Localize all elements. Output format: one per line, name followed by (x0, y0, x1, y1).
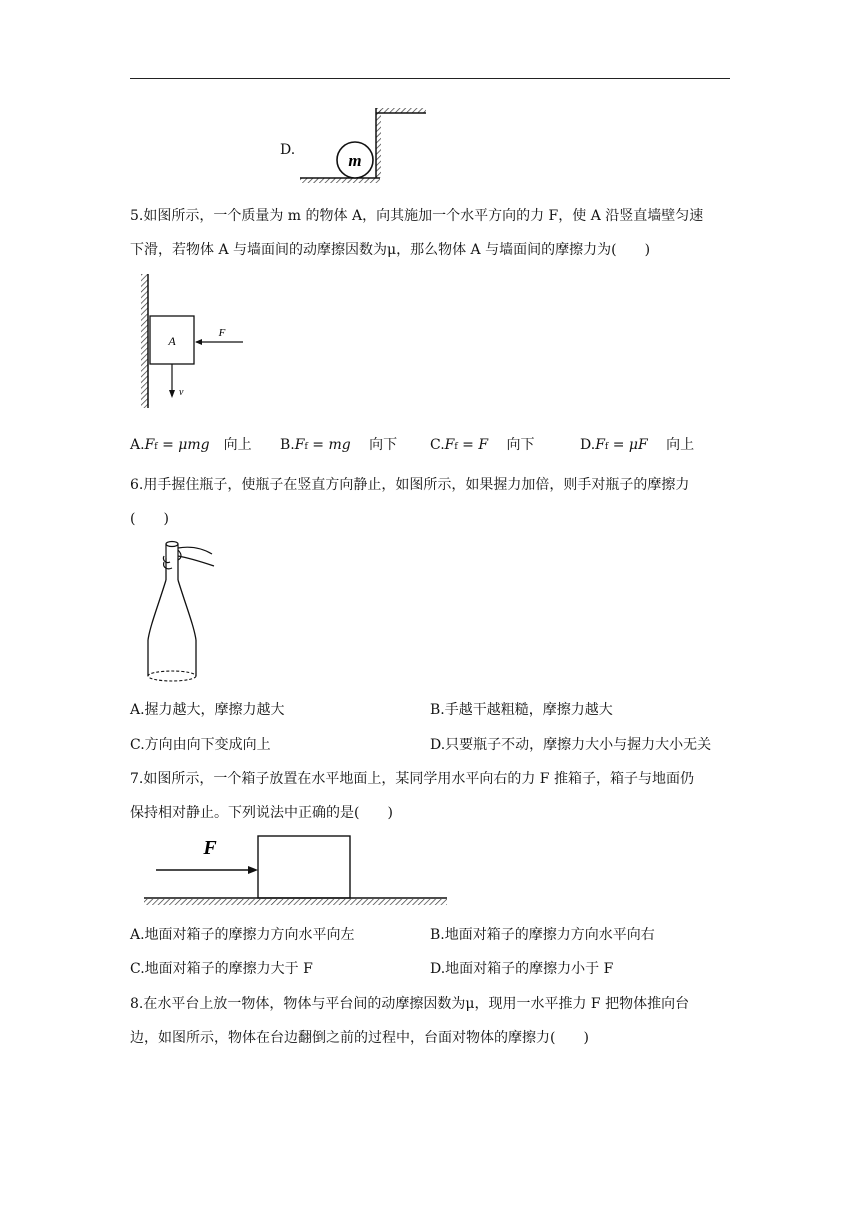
q7-option-d: D.地面对箱子的摩擦力小于 F (430, 961, 614, 977)
q5-option-d: D.Ff = μF 向上 (580, 437, 695, 453)
q6-option-d: D.只要瓶子不动，摩擦力大小与握力大小无关 (430, 737, 712, 753)
q8-text-line1: 8.在水平台上放一物体，物体与平台间的动摩擦因数为μ，现用一水平推力 F 把物体推向台 (130, 996, 690, 1012)
q6-option-a: A.握力越大，摩擦力越大 (130, 702, 285, 718)
q6-text-line1: 6.用手握住瓶子，使瓶子在竖直方向静止，如图所示，如果握力加倍，则手对瓶子的摩擦力 (130, 477, 690, 493)
q4-option-d-label: D. (280, 142, 296, 158)
force-f-label: F (218, 327, 226, 339)
ball-label: m (348, 151, 362, 170)
q6-text-line2: ( ) (130, 511, 169, 527)
q8-text-line2: 边，如图所示，物体在台边翻倒之前的过程中，台面对物体的摩擦力( ) (130, 1030, 589, 1046)
q5-option-a: A.Ff = μmg 向上 (130, 437, 252, 453)
block-a-label: A (168, 334, 176, 348)
q6-figure-hand-bottle (140, 536, 230, 686)
box-shape (258, 836, 350, 898)
q6-option-b: B.手越干越粗糙，摩擦力越大 (430, 702, 613, 718)
header-rule (130, 78, 730, 79)
q7-option-b: B.地面对箱子的摩擦力方向水平向右 (430, 927, 655, 943)
q7-figure-box-push (142, 830, 450, 910)
q5-figure-wall-block (138, 272, 250, 412)
q5-text-line1: 5.如图所示，一个质量为 m 的物体 A，向其施加一个水平方向的力 F，使 A 沿竖直墙壁匀速 (130, 208, 704, 224)
q6-option-c: C.方向由向下变成向上 (130, 737, 271, 753)
q5-text-line2: 下滑，若物体 A 与墙面间的动摩擦因数为μ，那么物体 A 与墙面间的摩擦力为( ) (130, 242, 651, 258)
q5-option-b: B.Ff = mg 向下 (280, 437, 398, 453)
q5-option-c: C.Ff = F 向下 (430, 437, 535, 453)
q7-text-line2: 保持相对静止。下列说法中正确的是( ) (130, 805, 393, 821)
q4-figure-ball-step (296, 104, 431, 188)
force-f-label: F (203, 837, 217, 859)
velocity-v-label: v (179, 387, 184, 398)
q7-text-line1: 7.如图所示，一个箱子放置在水平地面上，某同学用水平向右的力 F 推箱子，箱子与地面仍 (130, 771, 694, 787)
q7-option-c: C.地面对箱子的摩擦力大于 F (130, 961, 313, 977)
q7-option-a: A.地面对箱子的摩擦力方向水平向左 (130, 927, 355, 943)
